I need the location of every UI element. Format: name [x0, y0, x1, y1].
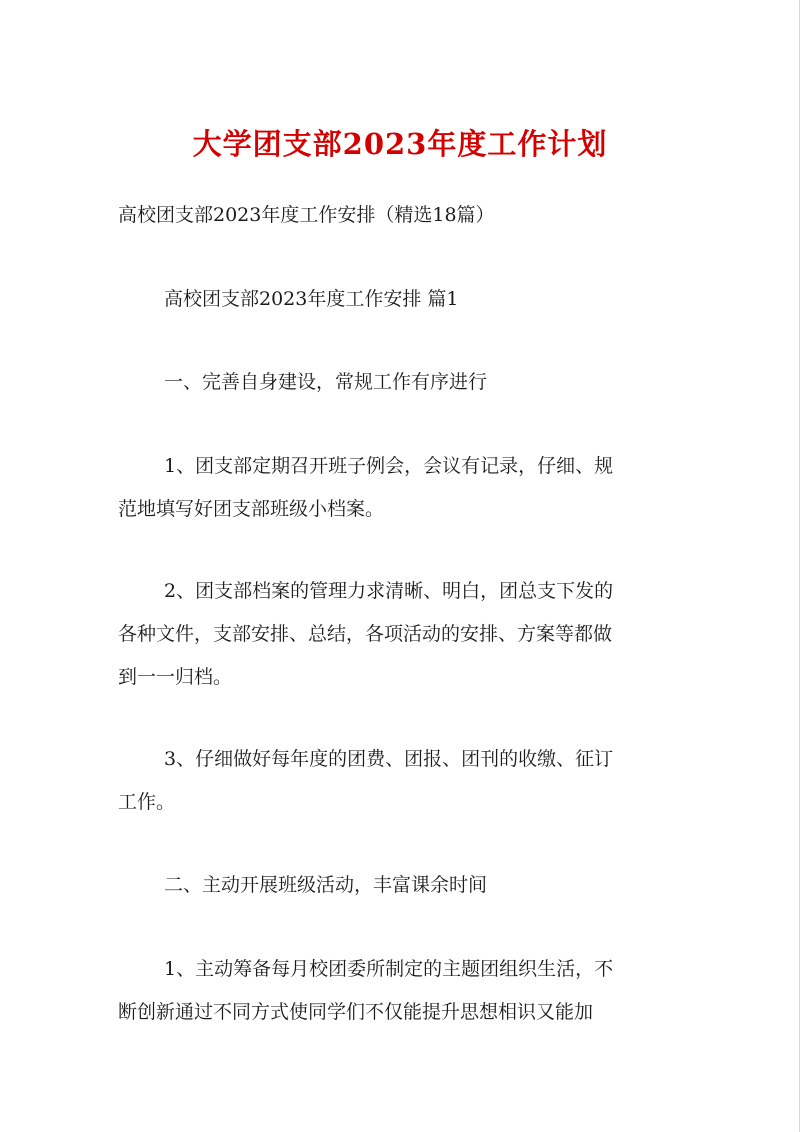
section-heading-2: 二、主动开展班级活动，丰富课余时间 [164, 874, 488, 896]
paragraph-line: 工作。 [118, 791, 176, 813]
paragraph-line: 范地填写好团支部班级小档案。 [118, 498, 385, 520]
section-heading-1: 一、完善自身建设，常规工作有序进行 [164, 371, 488, 393]
paragraph-line: 到一一归档。 [118, 666, 233, 688]
paragraph-line: 1、主动筹备每月校团委所制定的主题团组织生活，不 [164, 958, 614, 980]
paragraph-line: 断创新通过不同方式使同学们不仅能提升思想相识又能加 [118, 1001, 594, 1023]
paragraph-line: 1、团支部定期召开班子例会，会议有记录，仔细、规 [164, 455, 614, 477]
paragraph-line: 2、团支部档案的管理力求清晰、明白，团总支下发的 [164, 580, 614, 602]
paragraph-line: 3、仔细做好每年度的团费、团报、团刊的收缴、征订 [164, 748, 614, 770]
document-title: 大学团支部2023年度工作计划 [192, 127, 608, 161]
paragraph-line: 各种文件，支部安排、总结，各项活动的安排、方案等都做 [118, 623, 613, 645]
piece-heading: 高校团支部2023年度工作安排 篇1 [164, 288, 459, 310]
document-subtitle: 高校团支部2023年度工作安排（精选18篇） [118, 204, 495, 226]
